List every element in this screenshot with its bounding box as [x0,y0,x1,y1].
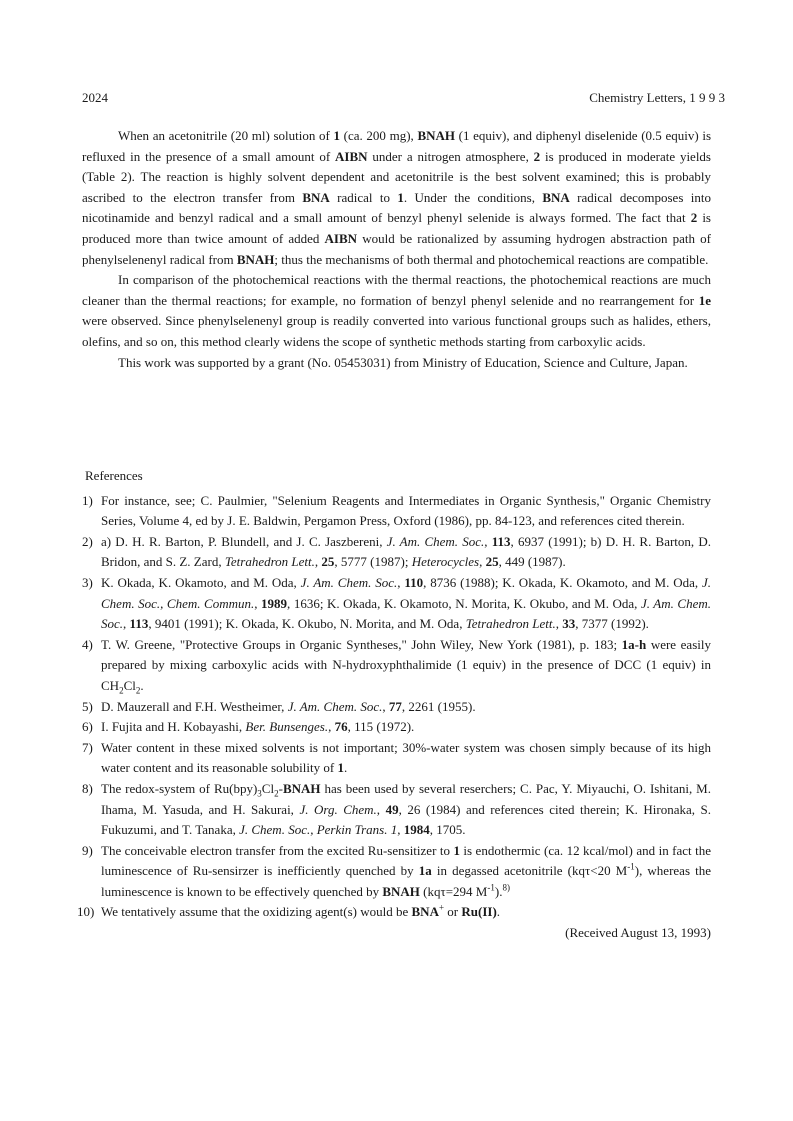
journal-citation: Chemistry Letters, 1 9 9 3 [589,90,725,105]
reference-item: 10) We tentatively assume that the oxidizing agent(s) would be BNA+ or Ru(II). [77,903,501,920]
page-header [82,90,725,108]
paragraph-comparison: In comparison of the photochemical reactions with the thermal reactions, the photochemical reactions are much cleaner than the thermal reactions; for example, no formation of benzyl phenyl selenide and no rearrangement for 1e were observed. Since phenylselenenyl group is readily converted into various functional groups such as halides, ethers, olefins, and so on, this method clearly widens the scope of synthetic methods starting from carboxylic acids. [82,272,711,349]
reference-item: 2) a) D. H. R. Barton, P. Blundell, and J. C. Jaszbereni, J. Am. Chem. Soc., 113, 6937 (1991); b) D. H. R. Barton, D. Bridon, and S. Z. Zard, Tetrahedron Lett., 25, 5777 (1987); Heterocycles, 25, 449 (1987). [82,533,712,570]
reference-list [77,491,712,923]
body-text [82,126,711,373]
reference-item: 9) The conceivable electron transfer from the excited Ru-sensitizer to 1 is endothermic (ca. 12 kcal/mol) and in fact the luminescence of Ru-sensirzer is inefficiently quenched by 1a in degassed acetonitrile (kqτ<20 $M^{-1}$), whereas the luminescence is known to be effectively quenched by BNAH (kqτ=294 $M^{-1}).^{8)}$ [82,842,711,899]
references-title: References [85,468,143,483]
reference-item: 3) K. Okada, K. Okamoto, and M. Oda, J. Am. Chem. Soc., 110, 8736 (1988); K. Okada, K. Okamoto, and M. Oda, J. Chem. Soc., Chem. Commun., 1989, 1636; K. Okada, K. Okamoto, N. Morita, K. Okubo, and M. Oda, J. Am. Chem. Soc., 113, 9401 (1991); K. Okada, K. Okubo, N. Morita, and M. Oda, Tetrahedron Lett., 33, 7377 (1992). [82,574,712,632]
page-number: 2024 [82,90,108,105]
references-section [77,466,712,944]
reference-item: 4) T. W. Greene, "Protective Groups in Organic Syntheses," John Wiley, New York (1981), p. 183; 1a-h were easily prepared by mixing carboxylic acids with N-hydroxyphthalimide (1 equiv) in the presence of DCC (1 equiv) in $CH_2Cl_2$. [82,636,711,696]
received-date: (Received August 13, 1993) [565,925,711,941]
reference-item: 1) For instance, see; C. Paulmier, "Selenium Reagents and Intermediates in Organic Synthesis," Organic Chemistry Series, Volume 4, ed by J. E. Baldwin, Pergamon Press, Oxford (1986), pp. 84-123, and references cited therein. [82,492,711,529]
reference-item: 6) I. Fujita and H. Kobayashi, Ber. Bunsenges., 76, 115 (1972). [82,719,415,735]
paragraph-acknowledgment: This work was supported by a grant (No. 05453031) from Ministry of Education, Science and Culture, Japan. [118,354,688,370]
reference-item: 8) The redox-system of $Ru(bpy)_3Cl_2$-BNAH has been used by several reserchers; C. Pac, Y. Miyauchi, O. Ishitani, M. Ihama, M. Yasuda, and H. Sakurai, J. Org. Chem., 49, 26 (1984) and references cited therein; K. Hironaka, S. Fukuzumi, and T. Tanaka, J. Chem. Soc., Perkin Trans. 1, 1984, 1705. [82,780,711,838]
reference-item: 5) D. Mauzerall and F.H. Westheimer, J. Am. Chem. Soc., 77, 2261 (1955). [82,698,476,714]
reference-item: 7) Water content in these mixed solvents is not important; 30%-water system was chosen simply because of its high water content and its reasonable solubility of 1. [82,739,711,776]
paragraph-thermal: When an acetonitrile (20 ml) solution of 1 (ca. 200 mg), BNAH (1 equiv), and diphenyl diselenide (0.5 equiv) is refluxed in the presence of a small amount of AIBN under a nitrogen atmosphere, 2 is produced in moderate yields (Table 2). The reaction is highly solvent dependent and acetonitrile is the best solvent examined; this is probably ascribed to the electron transfer from BNA radical to 1. Under the conditions, BNA radical decomposes into nicotinamide and benzyl radical and a small amount of benzyl phenyl selenide is always formed. The fact that 2 is produced more than twice amount of added AIBN would be rationalized by assuming hydrogen abstraction path of phenylselenenyl radical from BNAH; thus the mechanisms of both thermal and photochemical reactions are compatible. [82,128,711,267]
